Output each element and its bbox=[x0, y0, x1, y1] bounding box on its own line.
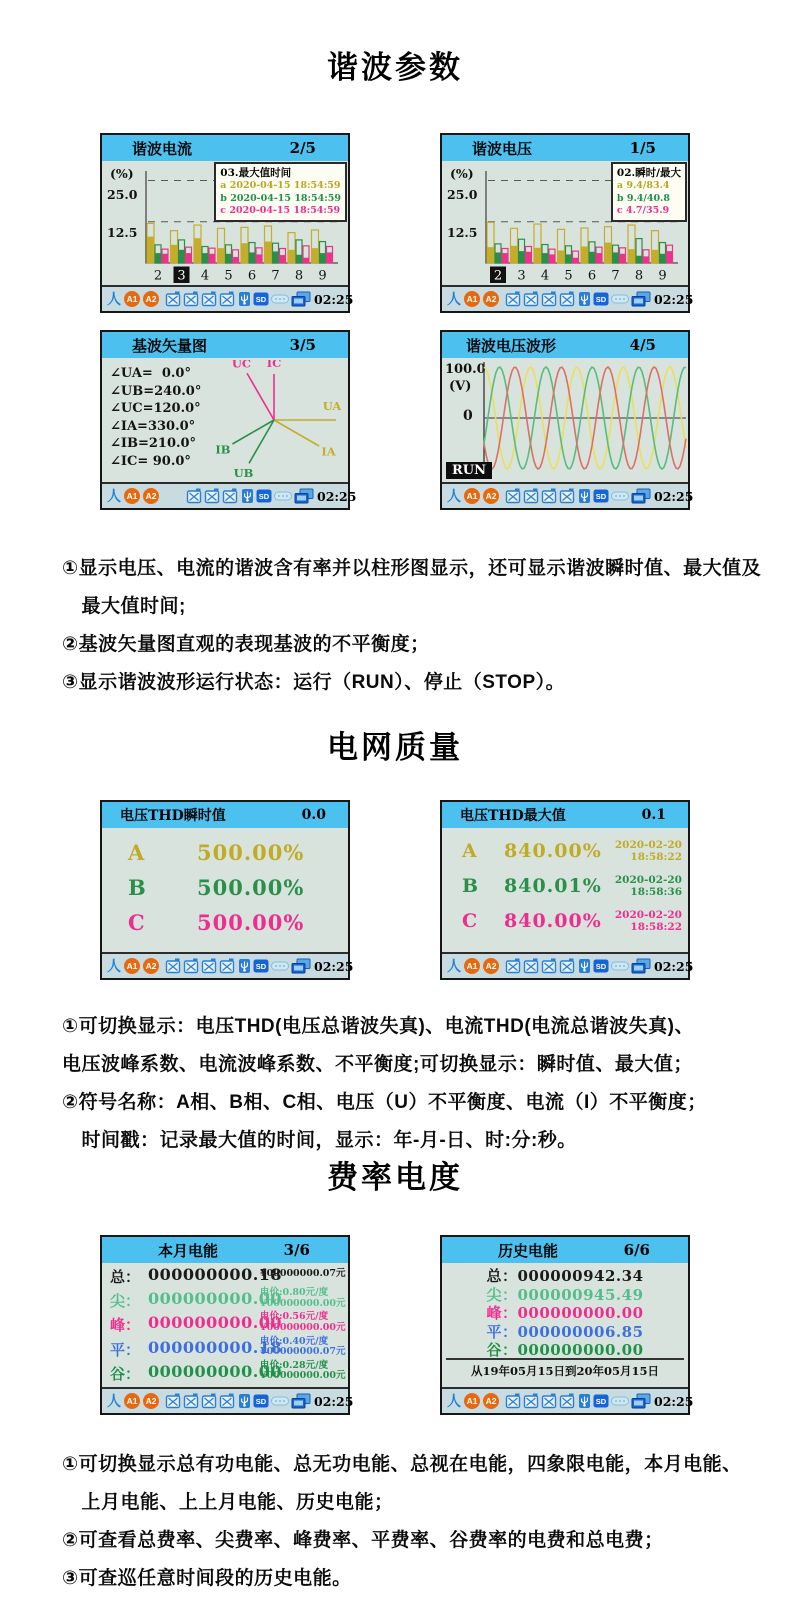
vector-label: UC bbox=[231, 360, 252, 371]
usb-icon bbox=[238, 1393, 251, 1409]
x-tick-label: 4 bbox=[540, 268, 550, 284]
vector-label: IB bbox=[215, 442, 231, 457]
device-screen-thd-max bbox=[440, 800, 694, 980]
screen-title: 基波矢量图 bbox=[132, 336, 208, 355]
phase-label: B bbox=[128, 875, 146, 900]
energy-row bbox=[102, 1287, 348, 1311]
screen-value: 0.0 bbox=[301, 807, 326, 823]
phase-label: C bbox=[128, 910, 145, 935]
usb-icon bbox=[238, 958, 251, 974]
a2-badge: A2 bbox=[143, 291, 159, 307]
tariff-label: 总： bbox=[486, 1267, 518, 1285]
run-status-badge: RUN bbox=[446, 462, 492, 479]
meter-icon bbox=[183, 958, 199, 974]
user-icon: 人 bbox=[447, 958, 461, 974]
svg-text:SD: SD bbox=[255, 961, 267, 971]
grid-quality-notes bbox=[62, 1008, 782, 1160]
network-icon bbox=[291, 291, 311, 308]
popup-title: 03.最大值时间 bbox=[220, 167, 292, 179]
energy-row bbox=[442, 1284, 688, 1302]
x-tick-label: 5 bbox=[564, 268, 573, 284]
sd-card-icon bbox=[253, 1394, 269, 1408]
usb-icon bbox=[578, 291, 591, 307]
meter-icon bbox=[219, 291, 235, 307]
screen-page-indicator: 4/5 bbox=[629, 336, 656, 354]
screen-titlebar bbox=[442, 1237, 688, 1263]
energy-row bbox=[442, 1265, 688, 1283]
sd-card-icon bbox=[256, 489, 272, 503]
energy-value: 000000000.00 bbox=[148, 1313, 283, 1333]
x-tick-label: 7 bbox=[271, 268, 280, 284]
price-and-cost: ¥00000000.07元 bbox=[260, 1268, 346, 1279]
network-icon bbox=[631, 291, 651, 308]
a2-badge: A2 bbox=[483, 1393, 499, 1409]
popup-row: b 2020-04-15 18:54:59 bbox=[220, 192, 341, 204]
screen-titlebar bbox=[102, 135, 348, 161]
price-and-cost: 电价:0.56元/度 ¥00000000.00元 bbox=[260, 1311, 346, 1333]
user-icon: 人 bbox=[107, 488, 121, 504]
popup-row: b 9.4/40.8 bbox=[616, 192, 670, 204]
meter-icon bbox=[165, 291, 181, 307]
y-axis-max-label: 100.0 bbox=[445, 362, 486, 377]
phasor-diagram bbox=[208, 360, 348, 480]
meter-icon bbox=[559, 958, 575, 974]
instant-max-popup bbox=[611, 162, 687, 222]
energy-value: 000000000.00 bbox=[517, 1304, 644, 1323]
status-bar bbox=[102, 952, 354, 978]
meter-icon bbox=[523, 1393, 539, 1409]
screen-title: 谐波电流 bbox=[132, 139, 193, 158]
network-icon bbox=[294, 488, 314, 505]
meter-icon bbox=[201, 958, 217, 974]
energy-value: 000000000.18 bbox=[148, 1337, 283, 1357]
x-tick-label: 8 bbox=[634, 268, 644, 284]
popup-row: a 2020-04-15 18:54:59 bbox=[220, 180, 341, 191]
meter-icon bbox=[541, 488, 557, 504]
vector-label: IC bbox=[266, 360, 282, 370]
energy-value: 000000945.49 bbox=[517, 1285, 644, 1304]
svg-text:SD: SD bbox=[255, 1396, 267, 1406]
sd-card-icon bbox=[593, 292, 609, 306]
svg-text:SD: SD bbox=[595, 961, 607, 971]
meter-icon bbox=[541, 291, 557, 307]
screen-title: 电压THD瞬时值 bbox=[120, 808, 226, 824]
paragraph-line: 电压波峰系数、电流波峰系数、不平衡度;可切换显示：瞬时值、最大值； bbox=[62, 1054, 693, 1075]
x-tick-label: 6 bbox=[587, 268, 597, 284]
a1-badge: A1 bbox=[464, 291, 480, 307]
svg-text:SD: SD bbox=[595, 1396, 607, 1406]
tariff-energy-notes bbox=[62, 1446, 782, 1598]
meter-icon bbox=[201, 291, 217, 307]
sd-card-icon bbox=[253, 959, 269, 973]
device-screen-harmonic-current bbox=[100, 133, 354, 313]
meter-icons bbox=[165, 958, 235, 974]
usb-icon bbox=[238, 291, 251, 307]
meter-icon bbox=[505, 1393, 521, 1409]
phase-angle-line: ∠UB=240.0° bbox=[110, 383, 202, 399]
energy-value: 000000000.00 bbox=[517, 1341, 644, 1360]
meter-icon bbox=[505, 291, 521, 307]
serial-port-icon bbox=[611, 294, 629, 304]
meter-icon bbox=[541, 958, 557, 974]
vector-label: UA bbox=[322, 399, 342, 413]
tariff-label: 平： bbox=[110, 1340, 141, 1359]
energy-row bbox=[102, 1360, 348, 1384]
x-tick-label: 8 bbox=[294, 268, 304, 284]
sd-card-icon bbox=[593, 1394, 609, 1408]
network-icon bbox=[291, 958, 311, 975]
energy-value: 000000006.85 bbox=[517, 1322, 644, 1341]
y-axis-unit: (%) bbox=[450, 166, 474, 181]
status-bar bbox=[442, 285, 694, 311]
screen-page-indicator: 1/5 bbox=[629, 139, 656, 157]
thd-value: 840.00% bbox=[504, 840, 602, 862]
vector-label: UB bbox=[233, 465, 254, 480]
x-tick-label: 7 bbox=[611, 268, 620, 284]
screen-title: 历史电能 bbox=[498, 1241, 559, 1260]
a1-badge: A1 bbox=[124, 488, 140, 504]
usb-icon bbox=[578, 1393, 591, 1409]
y-axis-unit: (V) bbox=[449, 379, 472, 394]
meter-icon bbox=[523, 958, 539, 974]
meter-icon bbox=[186, 488, 202, 504]
meter-icons bbox=[505, 958, 575, 974]
tariff-label: 峰： bbox=[486, 1304, 518, 1323]
screen-value: 0.1 bbox=[641, 807, 666, 823]
device-screen-waveform bbox=[440, 330, 694, 510]
price-and-cost: 电价:0.28元/度 ¥00000000.00元 bbox=[260, 1359, 346, 1382]
harmonics-notes bbox=[62, 550, 782, 702]
meter-icon bbox=[541, 1393, 557, 1409]
phase-angle-line: ∠IB=210.0° bbox=[110, 436, 197, 452]
energy-value: 000000942.34 bbox=[517, 1267, 644, 1285]
thd-value: 840.00% bbox=[504, 910, 602, 932]
energy-row bbox=[442, 1321, 688, 1339]
meter-icon bbox=[219, 1393, 235, 1409]
serial-port-icon bbox=[271, 294, 289, 304]
tariff-label: 平： bbox=[486, 1322, 518, 1341]
phase-angle-line: ∠IA=330.0° bbox=[110, 418, 196, 434]
paragraph-line: ②可查看总费率、尖费率、峰费率、平费率、谷费率的电费和总电费； bbox=[62, 1530, 664, 1551]
tariff-label: 谷： bbox=[486, 1341, 518, 1360]
x-tick-label: 2 bbox=[493, 268, 503, 284]
network-icon bbox=[631, 488, 651, 505]
serial-port-icon bbox=[611, 961, 629, 971]
y-axis-tick: 25.0 bbox=[447, 187, 478, 202]
energy-value: 000000000.18 bbox=[148, 1265, 283, 1284]
y-axis-tick: 12.5 bbox=[107, 225, 138, 240]
a1-badge: A1 bbox=[124, 291, 140, 307]
meter-icon bbox=[204, 488, 220, 504]
screen-page-indicator: 2/5 bbox=[289, 139, 316, 157]
user-icon: 人 bbox=[447, 1393, 461, 1409]
energy-value: 000000000.00 bbox=[148, 1289, 283, 1309]
max-time-popup bbox=[214, 162, 347, 222]
section-title-grid-quality: 电网质量 bbox=[327, 730, 463, 765]
meter-icon bbox=[523, 488, 539, 504]
paragraph-line: 上月电能、上上月电能、历史电能； bbox=[62, 1492, 394, 1513]
thd-value: 500.00% bbox=[197, 840, 305, 865]
screen-titlebar bbox=[442, 135, 688, 161]
meter-icon bbox=[505, 958, 521, 974]
meter-icons bbox=[165, 1393, 235, 1409]
network-icon bbox=[631, 958, 651, 975]
status-bar bbox=[102, 482, 357, 508]
y-axis-zero-label: 0 bbox=[463, 408, 473, 424]
x-tick-label: 4 bbox=[200, 268, 210, 284]
paragraph-line: ②基波矢量图直观的表现基波的不平衡度； bbox=[62, 634, 430, 655]
screen-title: 谐波电压波形 bbox=[466, 336, 557, 355]
meter-icon bbox=[219, 958, 235, 974]
tariff-label: 总： bbox=[110, 1268, 141, 1286]
y-axis-unit: (%) bbox=[110, 166, 134, 181]
thd-value: 500.00% bbox=[197, 875, 305, 900]
energy-row bbox=[102, 1263, 348, 1287]
network-icon bbox=[291, 1393, 311, 1410]
energy-value: 000000000.00 bbox=[148, 1361, 283, 1381]
paragraph-line: ①可切换显示总有功电能、总无功电能、总视在电能，四象限电能，本月电能、 bbox=[62, 1454, 742, 1475]
status-bar bbox=[442, 1387, 694, 1413]
popup-row: c 4.7/35.9 bbox=[616, 205, 670, 216]
meter-icons bbox=[505, 291, 575, 307]
network-icon bbox=[631, 1393, 651, 1410]
clock-time: 02:25 bbox=[317, 488, 357, 504]
device-screen-thd-instant bbox=[100, 800, 354, 980]
phase-angle-line: ∠UC=120.0° bbox=[110, 401, 201, 417]
paragraph-line: ③可查巡任意时间段的历史电能。 bbox=[62, 1568, 352, 1589]
paragraph-line: 时间戳：记录最大值的时间，显示：年-月-日、时:分:秒。 bbox=[62, 1130, 577, 1151]
meter-icon bbox=[559, 1393, 575, 1409]
x-tick-label: 9 bbox=[318, 268, 327, 284]
sd-card-icon bbox=[593, 959, 609, 973]
serial-port-icon bbox=[274, 491, 292, 501]
x-tick-label: 6 bbox=[247, 268, 257, 284]
a1-badge: A1 bbox=[124, 958, 140, 974]
x-tick-label: 3 bbox=[517, 268, 526, 284]
meter-icon bbox=[165, 1393, 181, 1409]
max-timestamp: 2020-02-20 18:58:22 bbox=[614, 839, 682, 863]
phase-angle-list bbox=[110, 365, 201, 471]
a2-badge: A2 bbox=[143, 488, 159, 504]
a1-badge: A1 bbox=[464, 1393, 480, 1409]
usb-icon bbox=[241, 488, 254, 504]
y-axis-tick: 25.0 bbox=[107, 187, 138, 202]
x-tick-label: 3 bbox=[177, 268, 186, 284]
device-screen-month-energy bbox=[100, 1235, 354, 1415]
energy-row bbox=[102, 1311, 348, 1335]
screen-page-indicator: 6/6 bbox=[623, 1241, 650, 1259]
phase-label: A bbox=[128, 840, 145, 865]
clock-time: 02:25 bbox=[654, 488, 694, 504]
clock-time: 02:25 bbox=[654, 291, 694, 307]
status-bar bbox=[102, 285, 354, 311]
device-screen-vector-diagram bbox=[100, 330, 357, 510]
popup-row: c 2020-04-15 18:54:59 bbox=[220, 205, 341, 216]
clock-time: 02:25 bbox=[314, 291, 354, 307]
section-title-tariff-energy: 费率电度 bbox=[327, 1160, 463, 1195]
user-icon: 人 bbox=[107, 958, 121, 974]
svg-text:SD: SD bbox=[595, 491, 607, 501]
device-screen-history-energy bbox=[440, 1235, 694, 1415]
serial-port-icon bbox=[271, 961, 289, 971]
meter-icon bbox=[165, 958, 181, 974]
meter-icon bbox=[505, 488, 521, 504]
a2-badge: A2 bbox=[483, 488, 499, 504]
status-bar bbox=[102, 1387, 354, 1413]
meter-icon bbox=[222, 488, 238, 504]
phase-label: A bbox=[462, 840, 477, 862]
clock-time: 02:25 bbox=[654, 958, 694, 974]
phase-angle-line: ∠IC= 90.0° bbox=[110, 453, 191, 469]
tariff-label: 峰： bbox=[110, 1316, 141, 1335]
user-icon: 人 bbox=[447, 291, 461, 307]
x-tick-label: 2 bbox=[153, 268, 163, 284]
screen-title: 本月电能 bbox=[158, 1241, 219, 1260]
a1-badge: A1 bbox=[124, 1393, 140, 1409]
phase-label: C bbox=[462, 910, 478, 932]
serial-port-icon bbox=[611, 491, 629, 501]
usb-icon bbox=[578, 958, 591, 974]
max-timestamp: 2020-02-20 18:58:36 bbox=[614, 874, 682, 898]
price-and-cost: 电价:0.40元/度 ¥00000000.07元 bbox=[260, 1335, 346, 1358]
meter-icons bbox=[505, 1393, 575, 1409]
phase-label: B bbox=[462, 875, 479, 897]
screen-page-indicator: 3/6 bbox=[283, 1241, 310, 1259]
usb-icon bbox=[578, 488, 591, 504]
user-icon: 人 bbox=[447, 488, 461, 504]
screen-titlebar bbox=[442, 802, 688, 828]
status-bar bbox=[442, 952, 694, 978]
sd-card-icon bbox=[593, 489, 609, 503]
status-bar bbox=[442, 482, 694, 508]
serial-port-icon bbox=[271, 1396, 289, 1406]
screen-titlebar bbox=[102, 802, 348, 828]
meter-icon bbox=[183, 291, 199, 307]
sd-card-icon bbox=[253, 292, 269, 306]
section-title-harmonics: 谐波参数 bbox=[327, 50, 463, 85]
history-date-range: 从19年05月15日到20年05月15日 bbox=[446, 1358, 684, 1379]
max-timestamp: 2020-02-20 18:58:22 bbox=[614, 909, 682, 933]
energy-row bbox=[442, 1339, 688, 1360]
user-icon: 人 bbox=[107, 1393, 121, 1409]
meter-icon bbox=[559, 488, 575, 504]
serial-port-icon bbox=[611, 1396, 629, 1406]
meter-icons bbox=[165, 291, 235, 307]
meter-icons bbox=[505, 488, 575, 504]
paragraph-line: ①显示电压、电流的谐波含有率并以柱形图显示，还可显示谐波瞬时值、最大值及 bbox=[62, 558, 762, 579]
thd-value: 840.01% bbox=[504, 875, 602, 897]
a1-badge: A1 bbox=[464, 958, 480, 974]
meter-icon bbox=[183, 1393, 199, 1409]
svg-text:SD: SD bbox=[258, 491, 270, 501]
a2-badge: A2 bbox=[483, 291, 499, 307]
svg-text:SD: SD bbox=[255, 294, 267, 304]
clock-time: 02:25 bbox=[654, 1393, 694, 1409]
clock-time: 02:25 bbox=[314, 1393, 354, 1409]
user-icon: 人 bbox=[107, 291, 121, 307]
meter-icon bbox=[523, 291, 539, 307]
popup-title: 02.瞬时/最大 bbox=[616, 167, 681, 179]
x-tick-label: 9 bbox=[658, 268, 667, 284]
popup-row: a 9.4/83.4 bbox=[616, 180, 670, 191]
x-tick-label: 5 bbox=[224, 268, 233, 284]
screen-titlebar bbox=[442, 332, 688, 358]
a2-badge: A2 bbox=[143, 1393, 159, 1409]
meter-icon bbox=[201, 1393, 217, 1409]
paragraph-line: ③显示谐波波形运行状态：运行（RUN）、停止（STOP）。 bbox=[62, 672, 566, 693]
tariff-label: 尖： bbox=[110, 1292, 141, 1311]
price-and-cost: 电价:0.80元/度 ¥00000000.00元 bbox=[260, 1287, 346, 1309]
device-screen-harmonic-voltage bbox=[440, 133, 694, 313]
a2-badge: A2 bbox=[143, 958, 159, 974]
screen-title: 谐波电压 bbox=[472, 139, 533, 158]
tariff-label: 尖： bbox=[486, 1285, 518, 1304]
screen-titlebar bbox=[102, 1237, 348, 1263]
energy-row bbox=[442, 1302, 688, 1323]
a2-badge: A2 bbox=[483, 958, 499, 974]
waveform-plot bbox=[476, 360, 688, 478]
y-axis-tick: 12.5 bbox=[447, 225, 478, 240]
energy-row bbox=[102, 1336, 348, 1360]
phase-angle-line: ∠UA= 0.0° bbox=[110, 366, 191, 381]
vector-label: IA bbox=[321, 444, 336, 459]
screen-titlebar bbox=[102, 332, 348, 358]
svg-text:SD: SD bbox=[595, 294, 607, 304]
paragraph-line: 最大值时间; bbox=[62, 596, 186, 617]
thd-value: 500.00% bbox=[197, 910, 305, 935]
meter-icons bbox=[186, 488, 238, 504]
paragraph-line: ①可切换显示：电压THD(电压总谐波失真)、电流THD(电流总谐波失真)、 bbox=[62, 1016, 694, 1037]
tariff-label: 谷： bbox=[110, 1364, 141, 1383]
screen-page-indicator: 3/5 bbox=[289, 336, 316, 354]
paragraph-line: ②符号名称：A相、B相、C相、电压（U）不平衡度、电流（I）不平衡度； bbox=[62, 1092, 707, 1113]
meter-icon bbox=[559, 291, 575, 307]
a1-badge: A1 bbox=[464, 488, 480, 504]
screen-title: 电压THD最大值 bbox=[460, 808, 566, 824]
clock-time: 02:25 bbox=[314, 958, 354, 974]
